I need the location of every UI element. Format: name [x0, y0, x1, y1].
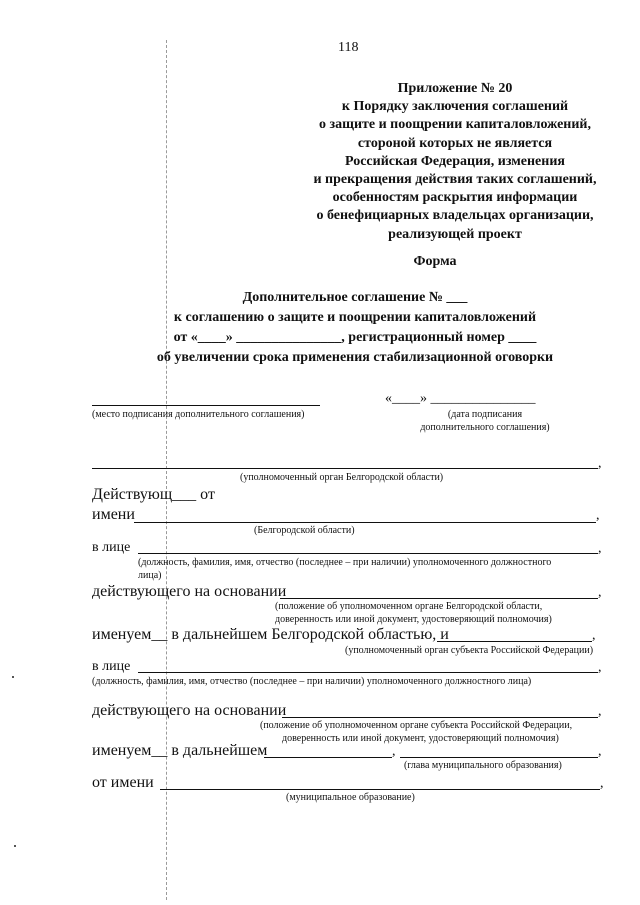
hereinafter-region-label: именуем__ в дальнейшем Белгородской областью, и [92, 626, 449, 643]
official2-field[interactable] [138, 672, 598, 673]
basis-field[interactable] [280, 598, 598, 599]
comma: , [598, 660, 602, 675]
sign-place-caption: (место подписания дополнительного соглашения) [92, 409, 305, 420]
appendix-line: о бенефициарных владельцах организации, [316, 208, 594, 224]
comma: , [600, 776, 604, 791]
form-label: Форма [413, 254, 457, 269]
document-title [120, 288, 590, 368]
in-person-label: в лице [92, 540, 131, 555]
appendix-line: и прекращения действия таких соглашений, [313, 172, 597, 188]
comma: , [596, 508, 600, 523]
on-behalf-label: имени [92, 506, 135, 523]
region-caption: (Белгородской области) [254, 525, 355, 536]
fold-line [166, 40, 167, 900]
sign-date-field[interactable]: «____» _______________ [385, 391, 536, 406]
title-line: от «____» _______________, регистрационный номер ____ [173, 330, 537, 345]
appendix-line: о защите и поощрении капиталовложений, [319, 117, 591, 133]
authority-caption: (уполномоченный орган Белгородской области) [240, 472, 444, 483]
comma: , [598, 541, 602, 556]
sign-date-caption: (дата подписания [447, 409, 523, 420]
authority-field[interactable] [92, 468, 598, 469]
scan-speck [12, 676, 14, 678]
appendix-line: стороной которых не является [357, 135, 553, 151]
sign-place-field[interactable] [92, 405, 320, 406]
appendix-line: реализующей проект [388, 226, 522, 242]
basis-caption: (положение об уполномоченном органе Белгородской области, [275, 601, 543, 612]
basis2-field[interactable] [282, 717, 598, 718]
comma: , [598, 704, 602, 719]
sign-date-caption: дополнительного соглашения) [420, 422, 550, 433]
hereinafter-label: именуем__ в дальнейшем [92, 742, 268, 759]
comma: , [598, 744, 602, 759]
head-caption: (глава муниципального образования) [404, 760, 562, 771]
comma: , [598, 585, 602, 600]
municipal-field[interactable] [160, 789, 600, 790]
acting-basis-label: действующего на основании [92, 702, 287, 719]
acting-from-label: Действующ___ от [92, 486, 215, 503]
scan-speck [14, 845, 16, 847]
official-caption: лица) [138, 570, 162, 581]
region-field[interactable] [134, 522, 596, 523]
page-number: 118 [338, 40, 359, 55]
title-line: Дополнительное соглашение № ___ [242, 290, 468, 305]
comma: , [392, 744, 396, 759]
subject-authority-caption: (уполномоченный орган субъекта Российской Федерации) [345, 645, 594, 656]
appendix-line: к Порядку заключения соглашений [341, 99, 569, 115]
comma: , [592, 628, 596, 643]
basis-caption: доверенность или иной документ, удостоверяющий полномочия) [275, 614, 552, 625]
subject-authority-field[interactable] [437, 641, 592, 642]
head-field[interactable] [400, 757, 598, 758]
municipal-caption: (муниципальное образование) [286, 792, 415, 803]
comma: , [598, 456, 602, 471]
title-line: к соглашению о защите и поощрении капиталовложений [173, 310, 537, 325]
appendix-line: особенностям раскрытия информации [332, 190, 578, 206]
appendix-line: Российская Федерация, изменения [345, 153, 565, 169]
basis2-caption: доверенность или иной документ, удостоверяющий полномочия) [282, 733, 559, 744]
basis2-caption: (положение об уполномоченном органе субъекта Российской Федерации, [260, 720, 573, 731]
official2-caption: (должность, фамилия, имя, отчество (последнее – при наличии) уполномоченного должностного лица) [92, 676, 532, 687]
appendix-line: Приложение № 20 [397, 81, 513, 96]
hereinafter-field[interactable] [264, 757, 392, 758]
official-field[interactable] [138, 553, 598, 554]
acting-basis-label: действующего на основании [92, 583, 287, 600]
from-name-label: от имени [92, 774, 154, 791]
appendix-header [285, 80, 625, 244]
title-line: об увеличении срока применения стабилизационной оговорки [156, 350, 554, 365]
official-caption: (должность, фамилия, имя, отчество (последнее – при наличии) уполномоченного должностного [138, 557, 552, 568]
in-person-label: в лице [92, 659, 131, 674]
